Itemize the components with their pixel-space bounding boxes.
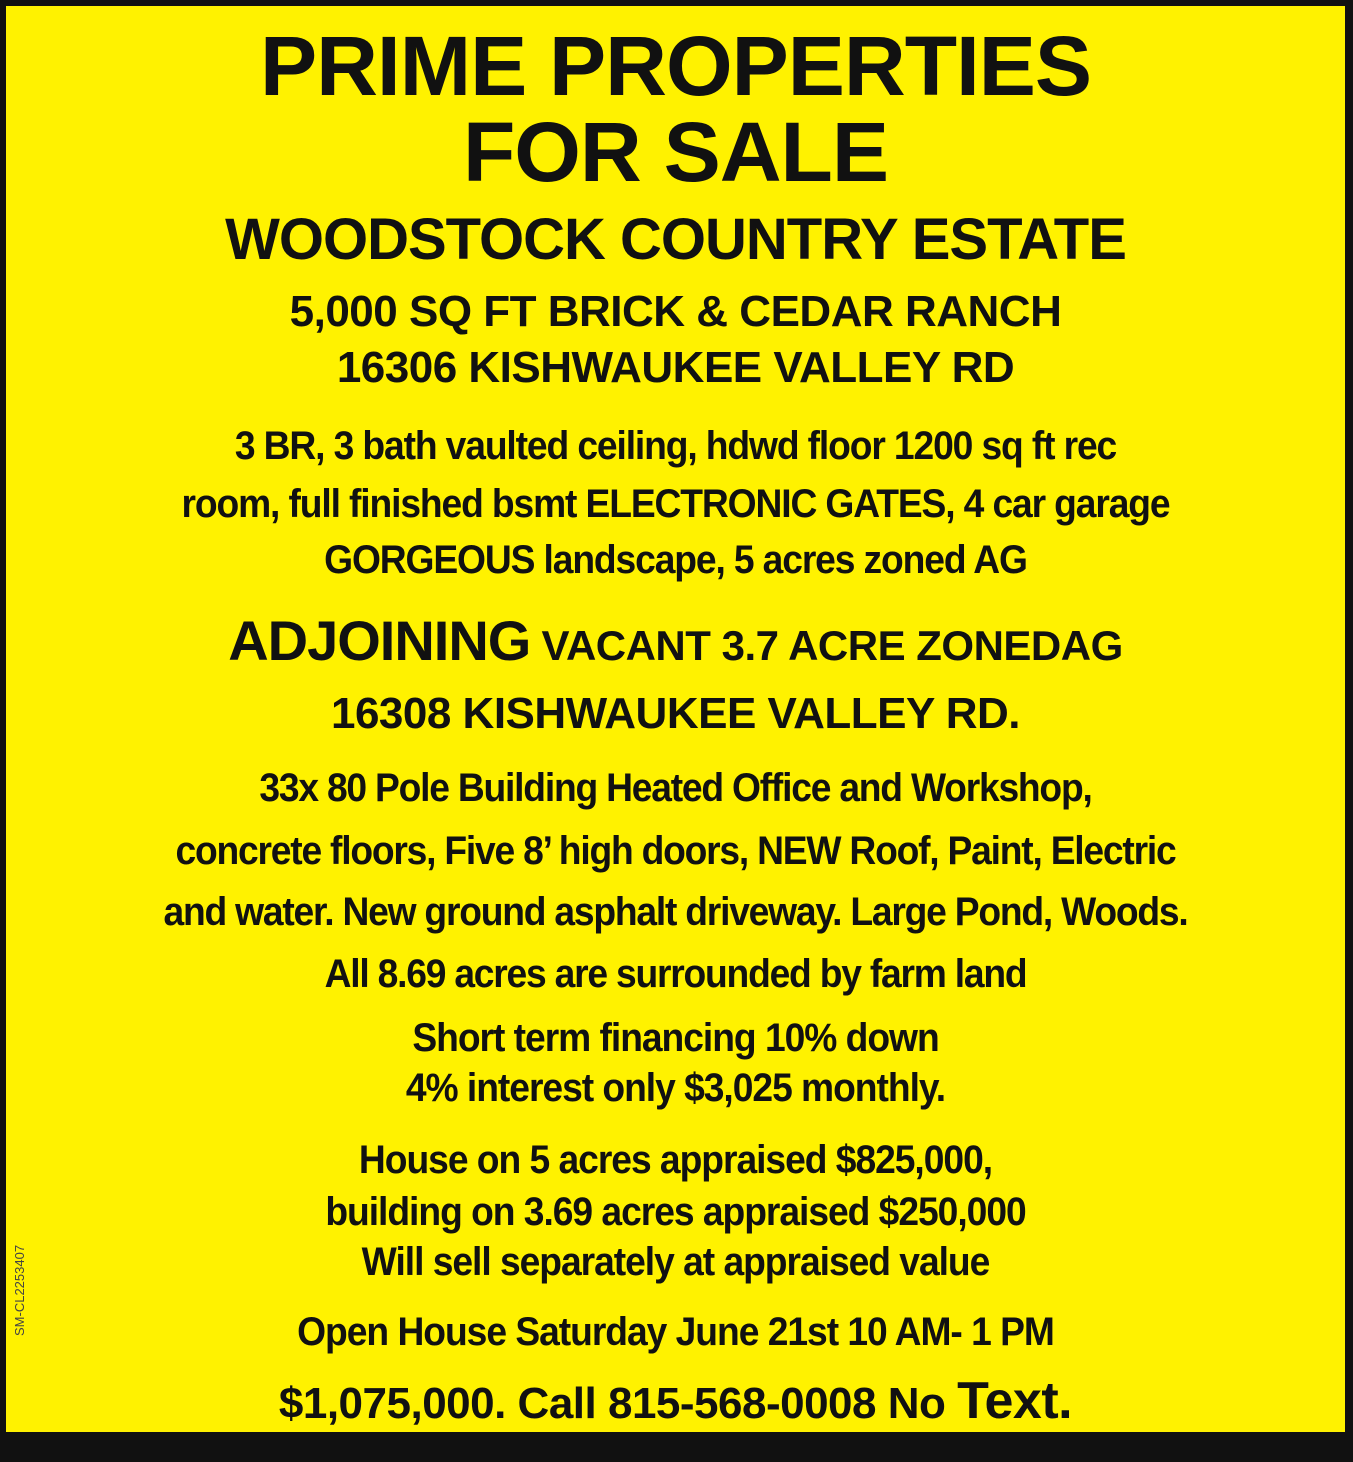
financing-line: 4% interest only $3,025 monthly.: [405, 1066, 946, 1110]
house-detail-line: 3 BR, 3 bath vaulted ceiling, hdwd floor 1200 sq ft rec: [234, 424, 1117, 468]
appraisal-line: Will sell separately at appraised value: [361, 1240, 990, 1284]
price-call-line: [6, 1368, 1345, 1447]
adjoining-heading: [6, 606, 1345, 691]
open-house: Open House Saturday June 21st 10 AM- 1 PM: [297, 1310, 1054, 1354]
lot-detail-line: All 8.69 acres are surrounded by farm land: [324, 952, 1027, 996]
house-description: 5,000 SQ FT BRICK & CEDAR RANCH: [289, 287, 1062, 336]
appraisal-line: building on 3.69 acres appraised $250,000: [325, 1190, 1026, 1234]
lot-detail-line: concrete floors, Five 8’ high doors, NEW Roof, Paint, Electric: [175, 829, 1176, 873]
appraisal-line: House on 5 acres appraised $825,000,: [358, 1138, 993, 1182]
house-detail-line: GORGEOUS landscape, 5 acres zoned AG: [324, 538, 1027, 582]
lot-detail-line: 33x 80 Pole Building Heated Office and Workshop,: [259, 766, 1092, 810]
financing-line: Short term financing 10% down: [412, 1016, 939, 1060]
house-detail-line: room, full finished bsmt ELECTRONIC GATES, 4 car garage: [181, 482, 1170, 526]
headline-line2: FOR SALE: [462, 105, 889, 199]
ad-id: SM-CL2253407: [12, 1244, 27, 1336]
lot-detail-line: and water. New ground asphalt driveway. Large Pond, Woods.: [163, 890, 1188, 934]
estate-title: WOODSTOCK COUNTRY ESTATE: [225, 207, 1126, 272]
headline-line1: PRIME PROPERTIES: [259, 19, 1092, 113]
adjoining-word: ADJOINING: [228, 609, 531, 672]
adjoining-rest: VACANT 3.7 ACRE ZONEDAG: [530, 622, 1123, 669]
no-text-word: Text.: [957, 1372, 1073, 1430]
lot-address: 16308 KISHWAUKEE VALLEY RD.: [330, 689, 1021, 738]
house-address: 16306 KISHWAUKEE VALLEY RD: [336, 343, 1015, 392]
price-and-phone: $1,075,000. Call 815-568-0008 No: [278, 1379, 958, 1428]
